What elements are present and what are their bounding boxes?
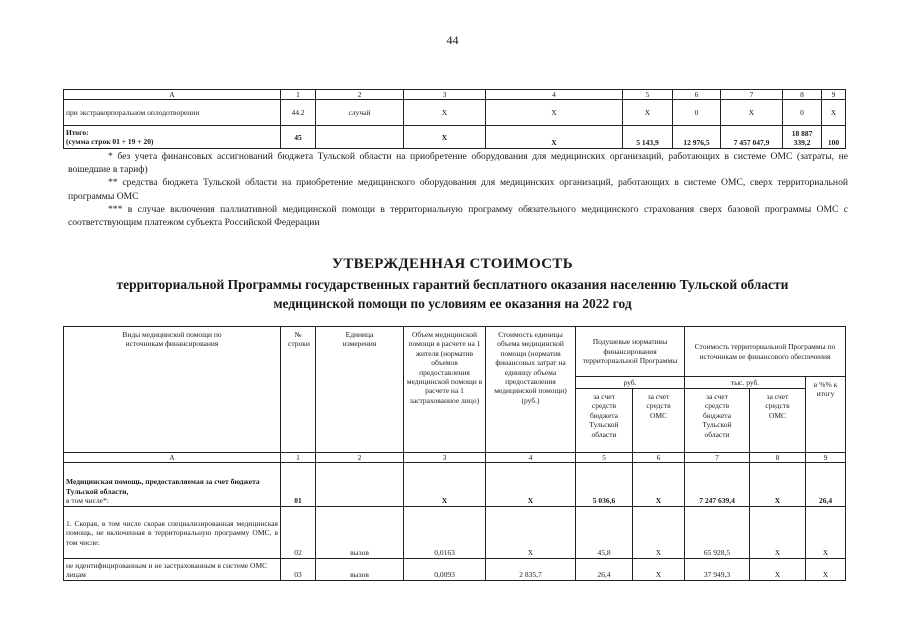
row-cell: Х	[486, 463, 576, 507]
index-cell: А	[64, 90, 281, 100]
footnote: ** средства бюджета Тульской области на приобретение медицинского оборудования для медицинских организаций, работающих в системе ОМС, сверх территориальной программы ОМС	[68, 177, 848, 202]
index-cell: 7	[685, 453, 750, 463]
index-cell: 9	[822, 90, 846, 100]
index-cell: 3	[404, 90, 486, 100]
footnote: * без учета финансовых ассигнований бюджета Тульской области на приобретение оборудования для медицинских организаций, работающих в системе ОМС (затраты, не вошедшие в тариф)	[68, 151, 848, 176]
row-cell: 0,0093	[404, 559, 486, 581]
row-cell: 26,4	[806, 463, 846, 507]
index-cell: 5	[576, 453, 633, 463]
top-table-index-row	[64, 90, 846, 100]
total-cell: Х	[404, 126, 486, 149]
row-cell: Х	[750, 463, 806, 507]
row-cell: 45,8	[576, 507, 633, 559]
total-label-line1: Итого:	[66, 128, 89, 137]
page-number: 44	[446, 33, 459, 47]
index-cell: 1	[281, 453, 316, 463]
table-row	[64, 559, 846, 581]
header-rub: руб.	[576, 377, 685, 389]
row-cell: Х	[750, 559, 806, 581]
total-cell: 12 976,5	[673, 126, 721, 149]
total-row	[64, 126, 846, 149]
total-cell: 18 887 339,2	[783, 126, 822, 149]
total-code: 45	[281, 126, 316, 149]
row-cell: 26,4	[576, 559, 633, 581]
index-cell: 4	[486, 90, 623, 100]
header-oms-8: за счет средств ОМС	[750, 389, 806, 453]
total-unit	[316, 126, 404, 149]
total-label	[64, 126, 281, 149]
row-cell: Х	[721, 100, 783, 126]
index-cell: 2	[316, 90, 404, 100]
row-cell: 0,0163	[404, 507, 486, 559]
row-unit	[316, 463, 404, 507]
row-cell: Х	[822, 100, 846, 126]
header-row-1	[64, 327, 846, 377]
header-percent: в %% к итогу	[806, 377, 846, 453]
row-cell: Х	[623, 100, 673, 126]
row-cell: 7 247 639,4	[685, 463, 750, 507]
row-cell: 5 036,6	[576, 463, 633, 507]
total-cell: 100	[822, 126, 846, 149]
row-name: при экстракорпоральном оплодотворении	[64, 100, 281, 126]
row-cell: Х	[750, 507, 806, 559]
footnote: *** в случае включения паллиативной медицинской помощи в территориальную программу обязательного медицинского страхования сверх базовой программы ОМС с соответствующим платежом субъекта Российской Федерации	[68, 203, 848, 229]
index-cell: 1	[281, 90, 316, 100]
row-code: 03	[281, 559, 316, 581]
footnotes	[68, 150, 848, 229]
row-cell: Х	[486, 100, 623, 126]
title-line-3: медицинской помощи по условиям ее оказания на 2022 год	[273, 296, 632, 311]
index-cell: 9	[806, 453, 846, 463]
table-row	[64, 463, 846, 507]
row-cell: 37 949,3	[685, 559, 750, 581]
row-code: 44.2	[281, 100, 316, 126]
index-cell: 5	[623, 90, 673, 100]
row-name	[64, 463, 281, 507]
total-cell: Х	[486, 126, 623, 149]
row-cell: Х	[404, 463, 486, 507]
main-table	[63, 326, 846, 581]
header-oms-6: за счет средств ОМС	[633, 389, 685, 453]
row-unit: случай	[316, 100, 404, 126]
header-unit: Единица измерения	[316, 327, 404, 453]
header-volume: Объем медицинской помощи в расчете на 1 жителя (норматив объемов предоставления медицинской помощи в расчете на 1 застрахованное лицо)	[404, 327, 486, 453]
row-cell: Х	[806, 559, 846, 581]
total-cell: 5 143,9	[623, 126, 673, 149]
row-code: 01	[281, 463, 316, 507]
header-unit-cost: Стоимость единицы объема медицинской помощи (норматив финансовых затрат на единицу объема предоставления медицинской помощи) (руб.)	[486, 327, 576, 453]
row-cell: Х	[633, 463, 685, 507]
row-name-bold: Медицинская помощь, предоставляемая за счет бюджета Тульской области,	[66, 477, 260, 496]
row-cell: Х	[404, 100, 486, 126]
row-unit: вызов	[316, 507, 404, 559]
index-cell: 7	[721, 90, 783, 100]
total-cell: 7 457 047,9	[721, 126, 783, 149]
row-unit: вызов	[316, 559, 404, 581]
row-cell: Х	[486, 507, 576, 559]
row-cell: 2 835,7	[486, 559, 576, 581]
header-row-number: № строки	[281, 327, 316, 453]
row-name-tail: в том числе*:	[66, 496, 109, 505]
index-cell: 4	[486, 453, 576, 463]
header-per-capita: Подушевые нормативы финансирования территориальной Программы	[576, 327, 685, 377]
index-cell: 6	[673, 90, 721, 100]
index-cell: 2	[316, 453, 404, 463]
section-title	[0, 256, 905, 312]
index-row	[64, 453, 846, 463]
table-row	[64, 100, 846, 126]
header-budget-5: за счет средств бюджета Тульской области	[576, 389, 633, 453]
header-budget-7: за счет средств бюджета Тульской области	[685, 389, 750, 453]
index-cell: 3	[404, 453, 486, 463]
header-thous-rub: тыс. руб.	[685, 377, 806, 389]
row-cell: 0	[783, 100, 822, 126]
title-line-2: территориальной Программы государственных гарантий бесплатного оказания населению Тульской области	[116, 277, 789, 292]
index-cell: А	[64, 453, 281, 463]
row-name: 1. Скорая, в том числе скорая специализированная медицинская помощь, не включенная в территориальную программу ОМС, в том числе:	[64, 507, 281, 559]
row-cell: 65 928,5	[685, 507, 750, 559]
row-code: 02	[281, 507, 316, 559]
row-name: не идентифицированным и не застрахованным в системе ОМС лицам	[64, 559, 281, 581]
index-cell: 6	[633, 453, 685, 463]
top-table	[63, 89, 846, 149]
header-types: Виды медицинской помощи по источникам финансирования	[64, 327, 281, 453]
total-label-line2: (сумма строк 01 + 19 + 20)	[66, 137, 154, 147]
index-cell: 8	[783, 90, 822, 100]
header-program-cost: Стоимость территориальной Программы по источникам ее финансового обеспечения	[685, 327, 846, 377]
row-cell: Х	[633, 507, 685, 559]
index-cell: 8	[750, 453, 806, 463]
title-line-1: УТВЕРЖДЕННАЯ СТОИМОСТЬ	[332, 256, 573, 272]
row-cell: Х	[806, 507, 846, 559]
row-cell: 0	[673, 100, 721, 126]
table-row	[64, 507, 846, 559]
row-cell: Х	[633, 559, 685, 581]
